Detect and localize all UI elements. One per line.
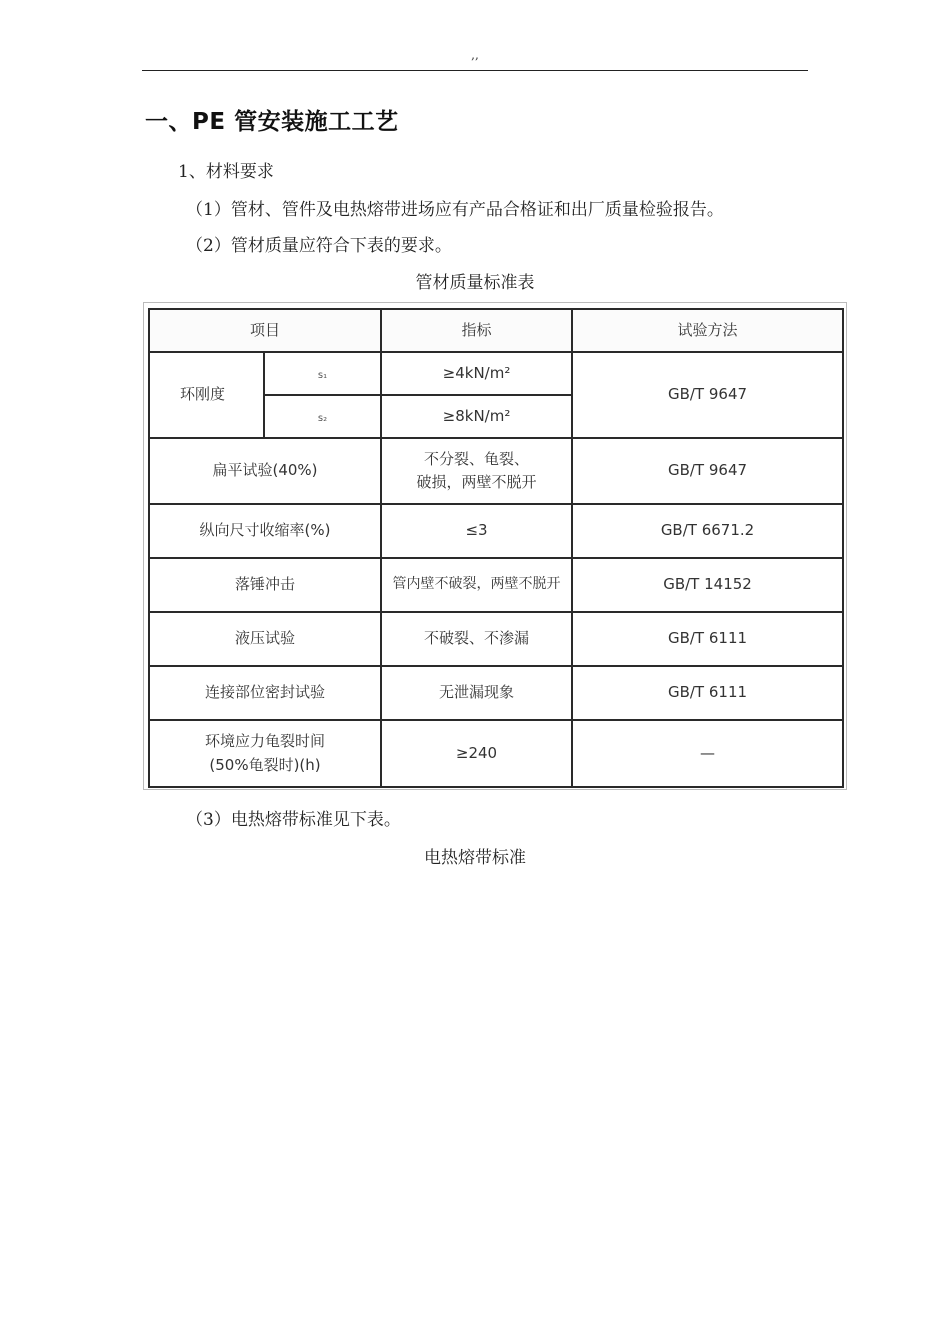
row-method: GB/T 6671.2 — [572, 504, 843, 558]
table-row — [149, 612, 843, 666]
ring-stiffness-value1: ≥4kN/m² — [381, 352, 572, 395]
row-item: 落锤冲击 — [149, 558, 381, 612]
row-item — [149, 720, 381, 787]
table-row — [149, 438, 843, 504]
header-method: 试验方法 — [572, 309, 843, 352]
row-item-text: 扁平试验(40%) — [212, 461, 318, 480]
ring-stiffness-label: 环刚度 — [149, 352, 264, 438]
table-header-row — [149, 309, 843, 352]
row-spec: ≤3 — [381, 504, 572, 558]
section-heading: 一、PE 管安装施工工艺 — [145, 109, 399, 135]
ring-stiffness-sub1 — [264, 352, 381, 395]
table-row — [149, 504, 843, 558]
row-spec-line2: 破损，两壁不脱开 — [416, 473, 537, 491]
row-method: GB/T 6111 — [572, 666, 843, 720]
ring-stiffness-sub2 — [264, 395, 381, 438]
page-header-mark: ,, — [471, 48, 479, 62]
row-spec: 无泄漏现象 — [381, 666, 572, 720]
row-method: — — [572, 720, 843, 787]
row-spec: ≥240 — [381, 720, 572, 787]
ring-stiffness-method: GB/T 9647 — [572, 352, 843, 438]
table-row — [149, 666, 843, 720]
header-divider — [142, 70, 808, 71]
row-spec — [381, 438, 572, 504]
ring-stiffness-value2: ≥8kN/m² — [381, 395, 572, 438]
row-item-line1: 环境应力龟裂时间 — [205, 732, 326, 751]
row-item: 连接部位密封试验 — [149, 666, 381, 720]
row-spec: 管内壁不破裂，两壁不脱开 — [381, 558, 572, 612]
row-spec-line1: 不分裂、龟裂、 — [424, 449, 530, 468]
row-item: 液压试验 — [149, 612, 381, 666]
row-method: GB/T 6111 — [572, 612, 843, 666]
row-method: GB/T 14152 — [572, 558, 843, 612]
header-item: 项目 — [149, 309, 381, 352]
table-row — [149, 558, 843, 612]
sub2-text: s₂ — [317, 412, 328, 424]
subsection-title: 1、材料要求 — [178, 162, 274, 182]
header-spec: 指标 — [381, 309, 572, 352]
sub1-text: s₁ — [317, 369, 328, 381]
table-caption: 管材质量标准表 — [415, 273, 535, 293]
pipe-quality-table — [148, 308, 844, 788]
table-row — [149, 720, 843, 787]
paragraph-item-2: （2）管材质量应符合下表的要求。 — [186, 236, 452, 256]
row-spec: 不破裂、不渗漏 — [381, 612, 572, 666]
table-caption-2: 电热熔带标准 — [424, 848, 526, 868]
row-item: 纵向尺寸收缩率(%) — [149, 504, 381, 558]
paragraph-item-3: （3）电热熔带标准见下表。 — [186, 810, 401, 830]
paragraph-item-1: （1）管材、管件及电热熔带进场应有产品合格证和出厂质量检验报告。 — [186, 200, 724, 220]
row-item — [149, 438, 381, 504]
row-item-line2: (50%龟裂时)(h) — [209, 755, 321, 774]
table-row — [149, 352, 843, 395]
row-method: GB/T 9647 — [572, 438, 843, 504]
